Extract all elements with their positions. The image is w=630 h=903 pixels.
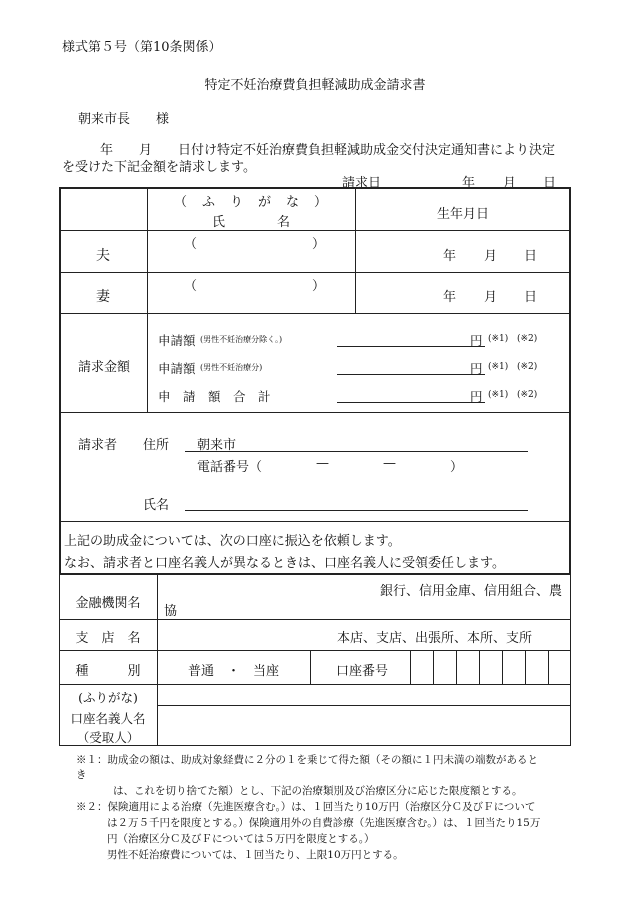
institution-label: 金融機関名 bbox=[75, 596, 141, 611]
wife-label: 妻 bbox=[96, 289, 110, 305]
bank-rule-col bbox=[157, 575, 158, 746]
type-label: 種 別 bbox=[75, 664, 141, 679]
amount-line-1-ref2: (※2) bbox=[517, 334, 538, 344]
amount-total-yen: 円 bbox=[470, 389, 483, 404]
amount-line-2-field bbox=[337, 374, 485, 375]
form-title: 特定不妊治療費負担軽減助成金請求書 bbox=[204, 78, 426, 93]
note-2-line-b: は２万５千円を限度とする。）保険適用外の自費診療（先進医療含む。）は、１回当たり15万 bbox=[107, 817, 541, 829]
rule-col-amount bbox=[147, 313, 148, 412]
phone-dash-1: — bbox=[316, 456, 329, 471]
rule-row-3 bbox=[59, 313, 571, 314]
amount-line-1-yen: 円 bbox=[470, 333, 483, 348]
amount-label: 請求金額 bbox=[78, 360, 131, 375]
form-number: 様式第５号（第10条関係） bbox=[62, 40, 222, 55]
amount-line-1-prefix: 申請額 bbox=[158, 333, 196, 348]
husband-furigana-open: （ bbox=[184, 237, 198, 252]
branch-label: 支 店 名 bbox=[75, 631, 141, 646]
request-date-year: 年 bbox=[462, 176, 476, 191]
bank-rule-2 bbox=[59, 650, 571, 651]
institution-types: 銀行、信用金庫、信用組合、農 bbox=[380, 584, 563, 599]
amount-line-2-ref2: (※2) bbox=[517, 362, 538, 372]
rule-row-4 bbox=[59, 412, 571, 413]
amount-line-2-yen: 円 bbox=[470, 361, 483, 376]
bank-request-line-1: 上記の助成金については、次の口座に振込を依頼します。 bbox=[64, 534, 401, 549]
amount-line-2-prefix: 申請額 bbox=[158, 361, 196, 376]
amount-total-prefix: 申 請 額 合 計 bbox=[158, 389, 271, 404]
account-digit-3 bbox=[456, 650, 457, 684]
bank-request-line-2: なお、請求者と口座名義人が異なるときは、口座名義人に受領委任します。 bbox=[64, 556, 505, 571]
account-digit-2 bbox=[433, 650, 434, 684]
address-field bbox=[185, 451, 528, 452]
address-label: 住所 bbox=[143, 438, 170, 453]
account-digit-4 bbox=[479, 650, 480, 684]
rule-row-2 bbox=[59, 272, 571, 273]
amount-line-2-note: (男性不妊治療分) bbox=[200, 363, 263, 372]
bank-rule-3 bbox=[59, 684, 571, 685]
husband-furigana-close: ） bbox=[312, 237, 326, 252]
addressee: 朝来市長 様 bbox=[78, 112, 170, 127]
holder-label: 口座名義人名 bbox=[70, 711, 146, 726]
husband-label: 夫 bbox=[96, 248, 110, 264]
account-digit-6 bbox=[525, 650, 526, 684]
phone-dash-2: — bbox=[383, 456, 396, 471]
request-date-month: 月 bbox=[503, 176, 517, 191]
bank-rule-1 bbox=[59, 619, 571, 620]
husband-birth-day: 日 bbox=[524, 249, 538, 264]
wife-birth-year: 年 bbox=[443, 290, 457, 305]
husband-birth-year: 年 bbox=[443, 249, 457, 264]
amount-total-ref2: (※2) bbox=[517, 390, 538, 400]
name-header: 氏 名 bbox=[211, 215, 290, 230]
address-value: 朝来市 bbox=[197, 438, 237, 453]
note-1-line-a: ※１：助成金の額は、助成対象経費に２分の１を乗じて得た額（その額に１円未満の端数があると bbox=[76, 754, 538, 766]
bank-rule-4 bbox=[157, 705, 571, 706]
note-1-line-c: は、これを切り捨てた額）とし、下記の治療類別及び治療区分に応じた限度額とする。 bbox=[113, 785, 523, 797]
birth-header: 生年月日 bbox=[436, 207, 489, 222]
recipient-label: （受取人） bbox=[76, 730, 140, 745]
wife-furigana-close: ） bbox=[312, 279, 326, 294]
amount-line-1-field bbox=[337, 346, 485, 347]
note-2-line-a: ※２：保険適用による治療（先進医療含む。）は、１回当たり10万円（治療区分Ｃ及びＦについて bbox=[76, 801, 536, 813]
intro-line-1: 年 月 日付け特定不妊治療費負担軽減助成金交付決定通知書により決定 bbox=[100, 143, 556, 158]
claimant-label: 請求者 bbox=[78, 438, 118, 453]
branch-types: 本店、支店、出張所、本所、支所 bbox=[337, 631, 533, 646]
account-type-options: 普通 ・ 当座 bbox=[188, 664, 280, 679]
amount-total-field bbox=[337, 402, 485, 403]
claimant-name-label: 氏名 bbox=[143, 498, 170, 513]
request-date-day: 日 bbox=[543, 176, 557, 191]
rule-row-5 bbox=[59, 521, 571, 522]
note-2-line-c: 円（治療区分Ｃ及びＦについては５万円を限度とする。） bbox=[107, 833, 375, 845]
amount-total-ref1: (※1) bbox=[488, 390, 509, 400]
claimant-name-field bbox=[185, 510, 528, 511]
holder-furigana-label: (ふりがな) bbox=[78, 690, 138, 705]
account-type-divider bbox=[310, 650, 311, 684]
wife-furigana-open: （ bbox=[184, 279, 198, 294]
husband-birth-month: 月 bbox=[484, 249, 498, 264]
amount-line-1-ref1: (※1) bbox=[488, 334, 509, 344]
phone-label: 電話番号（ bbox=[197, 460, 263, 475]
request-date-label: 請求日 bbox=[342, 176, 382, 191]
institution-types-wrap: 協 bbox=[164, 604, 178, 619]
phone-close: ） bbox=[450, 460, 464, 475]
wife-birth-day: 日 bbox=[524, 290, 538, 305]
account-number-label: 口座番号 bbox=[336, 664, 389, 679]
account-digit-5 bbox=[502, 650, 503, 684]
furigana-header: （ ふ り が な ） bbox=[173, 195, 328, 210]
wife-birth-month: 月 bbox=[484, 290, 498, 305]
amount-line-2-ref1: (※1) bbox=[488, 362, 509, 372]
rule-row-1 bbox=[59, 230, 571, 231]
note-2-line-d: 男性不妊治療費については、１回当たり、上限10万円とする。 bbox=[107, 849, 404, 861]
amount-line-1-note: (男性不妊治療分除く。) bbox=[200, 335, 283, 344]
account-digit-7 bbox=[548, 650, 549, 684]
note-1-line-b: き bbox=[76, 769, 87, 781]
account-digit-1 bbox=[410, 650, 411, 684]
intro-line-2: を受けた下記金額を請求します。 bbox=[62, 160, 256, 175]
